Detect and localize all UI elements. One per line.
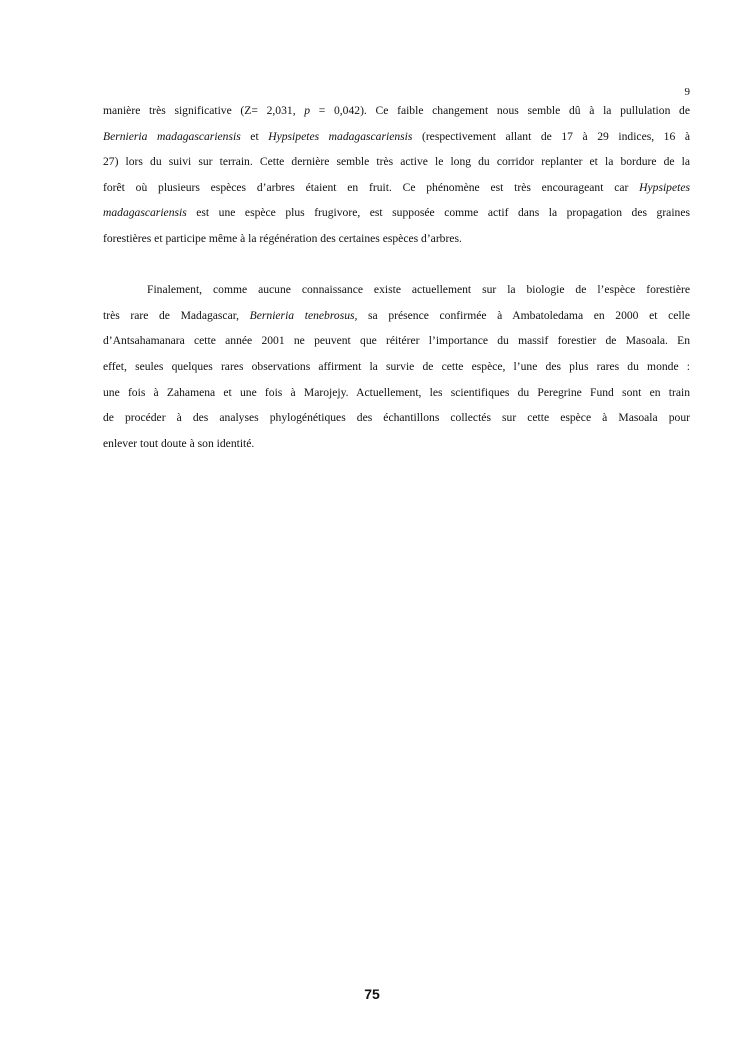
text-run: très rare de Madagascar, [103,308,250,322]
paragraph-1 [103,98,690,252]
page-number-bottom: 75 [364,986,380,1002]
page-number-top: 9 [684,86,690,98]
text-run: est une espèce plus frugivore, est supposée comme actif dans la propagation des graines [186,206,690,220]
paragraph-1-line-6: forestières et participe même à la régénération des certaines espèces d’arbres. [103,231,462,245]
paragraph-1-line-2 [103,124,690,150]
text-run: = 0,042). Ce faible changement nous semble dû à la pullulation de [310,104,690,117]
paragraph-2-line-4: effet, seules quelques rares observations affirment la survie de cette espèce, l’une des plus rares du monde : [103,359,690,373]
italic-run: p [304,104,311,117]
paragraph-2-line-1: Finalement, comme aucune connaissance existe actuellement sur la biologie de l’espèce forestière [147,283,690,297]
species-name: Hypsipetes madagascariensis [268,129,413,143]
paragraph-2-line-3: d’Antsahamanara cette année 2001 ne peuvent que réitérer l’importance du massif forestier de Masoala. En [103,334,690,348]
text-run: forêt où plusieurs espèces d’arbres étaient en fruit. Ce phénomène est très encourageant car [103,180,640,194]
paragraph-2-line-7: enlever tout doute à son identité. [103,436,255,450]
paragraph-2 [103,277,690,456]
text-run: manière très significative (Z= 2,031, [103,104,305,117]
species-name: Hypsipetes [639,180,690,194]
species-name: Bernieria tenebrosus, [249,308,358,322]
paragraph-1-line-5 [103,200,690,226]
text-run: sa présence confirmée à Ambatoledama en 2000 et celle [357,308,690,322]
text-run: (respectivement allant de 17 à 29 indices, 16 à [412,129,690,143]
body-text [103,98,690,456]
paragraph-2-line-5: une fois à Zahamena et une fois à Marojejy. Actuellement, les scientifiques du Peregrine Fund sont en train [103,385,690,399]
species-name: madagascariensis [103,206,187,220]
paragraph-2-line-2 [103,303,690,329]
text-run: et [240,129,269,143]
paragraph-1-line-4 [103,175,690,201]
paragraph-2-line-6: de procéder à des analyses phylogénétiques des échantillons collectés sur cette espèce à Masoala pour [103,411,690,425]
paragraph-1-line-1 [103,98,690,124]
paragraph-1-line-3: 27) lors du suivi sur terrain. Cette dernière semble très active le long du corridor replanter et la bordure de la [103,155,690,169]
species-name: Bernieria madagascariensis [103,129,241,143]
